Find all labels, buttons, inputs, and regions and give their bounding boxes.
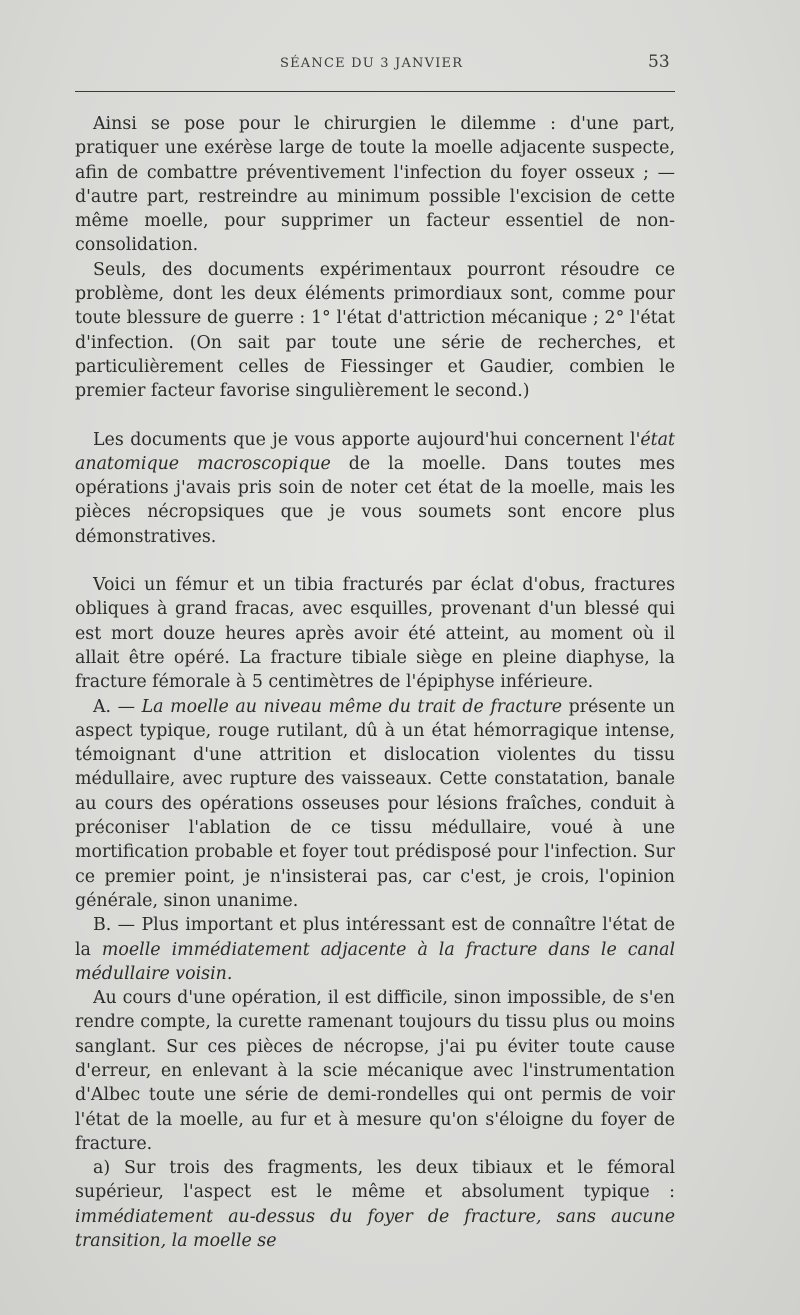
paragraph-experimental-documents: Seuls, des documents expérimentaux pourront résoudre ce problème, dont les deux éléments primordiaux sont, comme pour toute blessure de guerre : 1° l'état d'attriction mécanique ; 2° l'état d'infection. (On sait par toute une série de recherches, et particulièrement celles de Fiessinger et Gaudier, combien le premier facteur favorise singulièrement le second.) bbox=[75, 259, 675, 402]
paragraph-femur-tibia: Voici un fémur et un tibia fracturés par éclat d'obus, fractures obliques à grand fracas, avec esquilles, provenant d'un blessé qui est mort douze heures après avoir été atteint, au moment où il allait être opéré. La fracture tibiale siège en pleine diaphyse, la fracture fémorale à 5 centimètres de l'épiphyse inférieure. bbox=[75, 575, 675, 693]
paragraph-anatomical-state: Les documents que je vous apporte aujourd'hui concernent l'état anatomique macroscopique de la moelle. Dans toutes mes opérations j'avais pris soin de noter cet état de la moelle, mais les pièces nécropsiques que je vous soumets sont encore plus démonstratives. bbox=[75, 429, 675, 547]
body-text bbox=[75, 112, 675, 1253]
running-head: SÉANCE DU 3 JANVIER bbox=[280, 56, 464, 71]
page-number: 53 bbox=[648, 52, 670, 72]
paragraph-operation: Au cours d'une opération, il est difficile, sinon impossible, de s'en rendre compte, la curette ramenant toujours du tissu plus ou moins sanglant. Sur ces pièces de nécropse, j'ai pu éviter toute cause d'erreur, en enlevant à la scie mécanique avec l'instrumentation d'Albec toute une série de demi-rondelles qui ont permis de voir l'état de la moelle, au fur et à mesure qu'on s'éloigne du foyer de fracture. bbox=[75, 988, 675, 1154]
paragraph-section-a: A. — La moelle au niveau même du trait de fracture présente un aspect typique, rouge rutilant, dû à un état hémorragique intense, témoignant d'une attrition et dislocation violentes du tissu médullaire, avec rupture des vaisseaux. Cette constatation, banale au cours des opérations osseuses pour lésions fraîches, conduit à préconiser l'ablation de ce tissu médullaire, voué à une mortification probable et foyer tout prédisposé pour l'infection. Sur ce premier point, je n'insisterai pas, car c'est, je crois, l'opinion générale, sinon unanime. bbox=[75, 696, 675, 911]
header-rule bbox=[75, 91, 675, 92]
paragraph-subsection-a: a) Sur trois des fragments, les deux tibiaux et le fémoral supérieur, l'aspect est le même et absolument typique : immédiatement au-dessus du foyer de fracture, sans aucune transition, la moelle se bbox=[75, 1158, 675, 1252]
paragraph-section-b: B. — Plus important et plus intéressant est de connaître l'état de la moelle immédiatement adjacente à la fracture dans le canal médullaire voisin. bbox=[75, 915, 675, 984]
paragraph-dilemma: Ainsi se pose pour le chirurgien le dilemme : d'une part, pratiquer une exérèse large de toute la moelle adjacente suspecte, afin de combattre préventivement l'infection du foyer osseux ; — d'autre part, restreindre au minimum possible l'excision de cette même moelle, pour supprimer un facteur essentiel de non-consolidation. bbox=[75, 114, 675, 256]
page-header bbox=[0, 50, 800, 80]
